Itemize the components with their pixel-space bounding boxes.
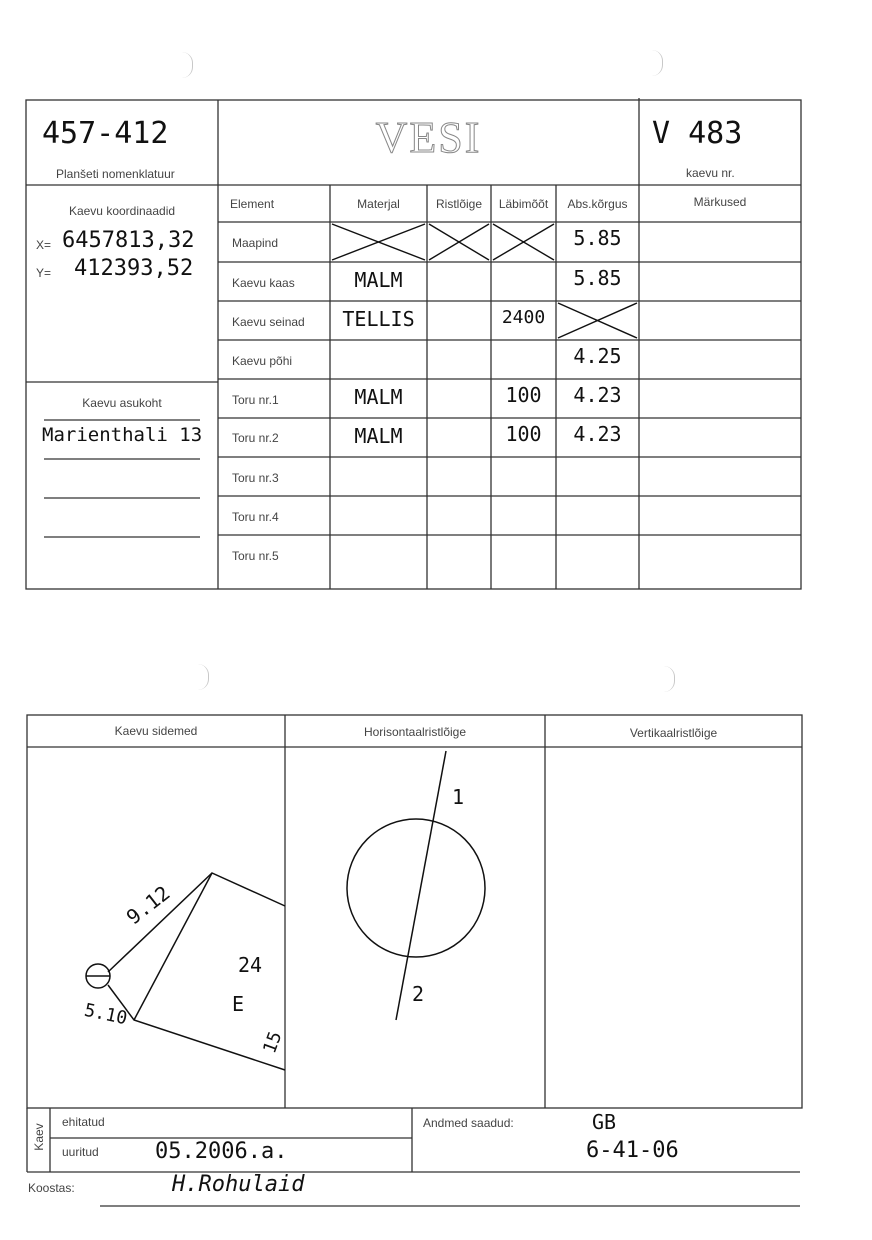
well-number-label: kaevu nr. bbox=[686, 166, 735, 180]
y-coordinate-value: 412393,52 bbox=[74, 256, 194, 281]
row-element: Toru nr.4 bbox=[232, 510, 279, 524]
data-source-value: 6-41-06 bbox=[586, 1138, 679, 1163]
compiled-by-label: Koostas: bbox=[28, 1181, 75, 1195]
row-height: 4.23 bbox=[573, 422, 622, 446]
sketch-label: 24 bbox=[238, 953, 263, 977]
row-diameter: 2400 bbox=[501, 307, 546, 328]
sketch-label: 15 bbox=[259, 1028, 287, 1057]
surveyed-value: 05.2006.a. bbox=[155, 1139, 288, 1164]
sketch-label: E bbox=[232, 992, 245, 1016]
pipe-number-label: 2 bbox=[412, 982, 425, 1006]
y-label: Y= bbox=[36, 266, 52, 280]
row-element: Toru nr.3 bbox=[232, 471, 279, 485]
location-value: Marienthali 13 bbox=[42, 424, 203, 446]
page-title: VESI bbox=[375, 113, 482, 162]
coordinates-label: Kaevu koordinaadid bbox=[68, 204, 176, 218]
col-header-diameter: Läbimõõt bbox=[498, 197, 549, 211]
row-element: Toru nr.2 bbox=[232, 431, 279, 445]
row-element: Toru nr.1 bbox=[232, 393, 279, 407]
data-source-label: Andmed saadud: bbox=[423, 1116, 514, 1130]
row-height: 4.25 bbox=[573, 344, 622, 368]
row-material: MALM bbox=[354, 268, 403, 292]
location-label: Kaevu asukoht bbox=[82, 396, 162, 410]
nomenclature-label: Planšeti nomenklatuur bbox=[56, 167, 175, 181]
distance-label: 5.10 bbox=[82, 999, 130, 1030]
row-element: Toru nr.5 bbox=[232, 549, 279, 563]
links-section-label: Kaevu sidemed bbox=[114, 724, 198, 738]
col-header-abs-height: Abs.kõrgus bbox=[567, 197, 628, 211]
col-header-element: Element bbox=[230, 197, 275, 211]
built-label: ehitatud bbox=[62, 1115, 105, 1129]
vertical-section-label: Vertikaalristlõige bbox=[629, 726, 718, 740]
well-number-value: V 483 bbox=[652, 116, 743, 151]
row-height: 5.85 bbox=[573, 226, 622, 250]
row-diameter: 100 bbox=[505, 383, 542, 407]
nomenclature-value: 457-412 bbox=[42, 116, 169, 151]
pipe-number-label: 1 bbox=[452, 785, 465, 809]
col-header-cross-section: Ristlõige bbox=[435, 197, 483, 211]
well-side-label: Kaev bbox=[32, 1123, 46, 1151]
row-element: Kaevu põhi bbox=[232, 354, 293, 368]
row-element: Kaevu kaas bbox=[232, 276, 295, 290]
compiled-by-value: H.Rohulaid bbox=[172, 1172, 305, 1197]
row-element: Kaevu seinad bbox=[232, 315, 305, 329]
x-coordinate-value: 6457813,32 bbox=[62, 228, 195, 253]
row-material: MALM bbox=[354, 424, 403, 448]
row-element: Maapind bbox=[232, 236, 279, 250]
row-material: TELLIS bbox=[342, 307, 415, 331]
row-material: MALM bbox=[354, 385, 403, 409]
row-height: 4.23 bbox=[573, 383, 622, 407]
col-header-material: Materjal bbox=[357, 197, 400, 211]
col-header-notes: Märkused bbox=[693, 195, 747, 209]
x-label: X= bbox=[36, 238, 52, 252]
distance-label: 9.12 bbox=[121, 880, 175, 930]
horizontal-section-label: Horisontaalristlõige bbox=[363, 725, 467, 739]
row-height: 5.85 bbox=[573, 266, 622, 290]
horizontal-sketch bbox=[347, 751, 485, 1020]
row-diameter: 100 bbox=[505, 422, 542, 446]
surveyed-label: uuritud bbox=[62, 1145, 99, 1159]
data-source-value: GB bbox=[592, 1110, 617, 1134]
